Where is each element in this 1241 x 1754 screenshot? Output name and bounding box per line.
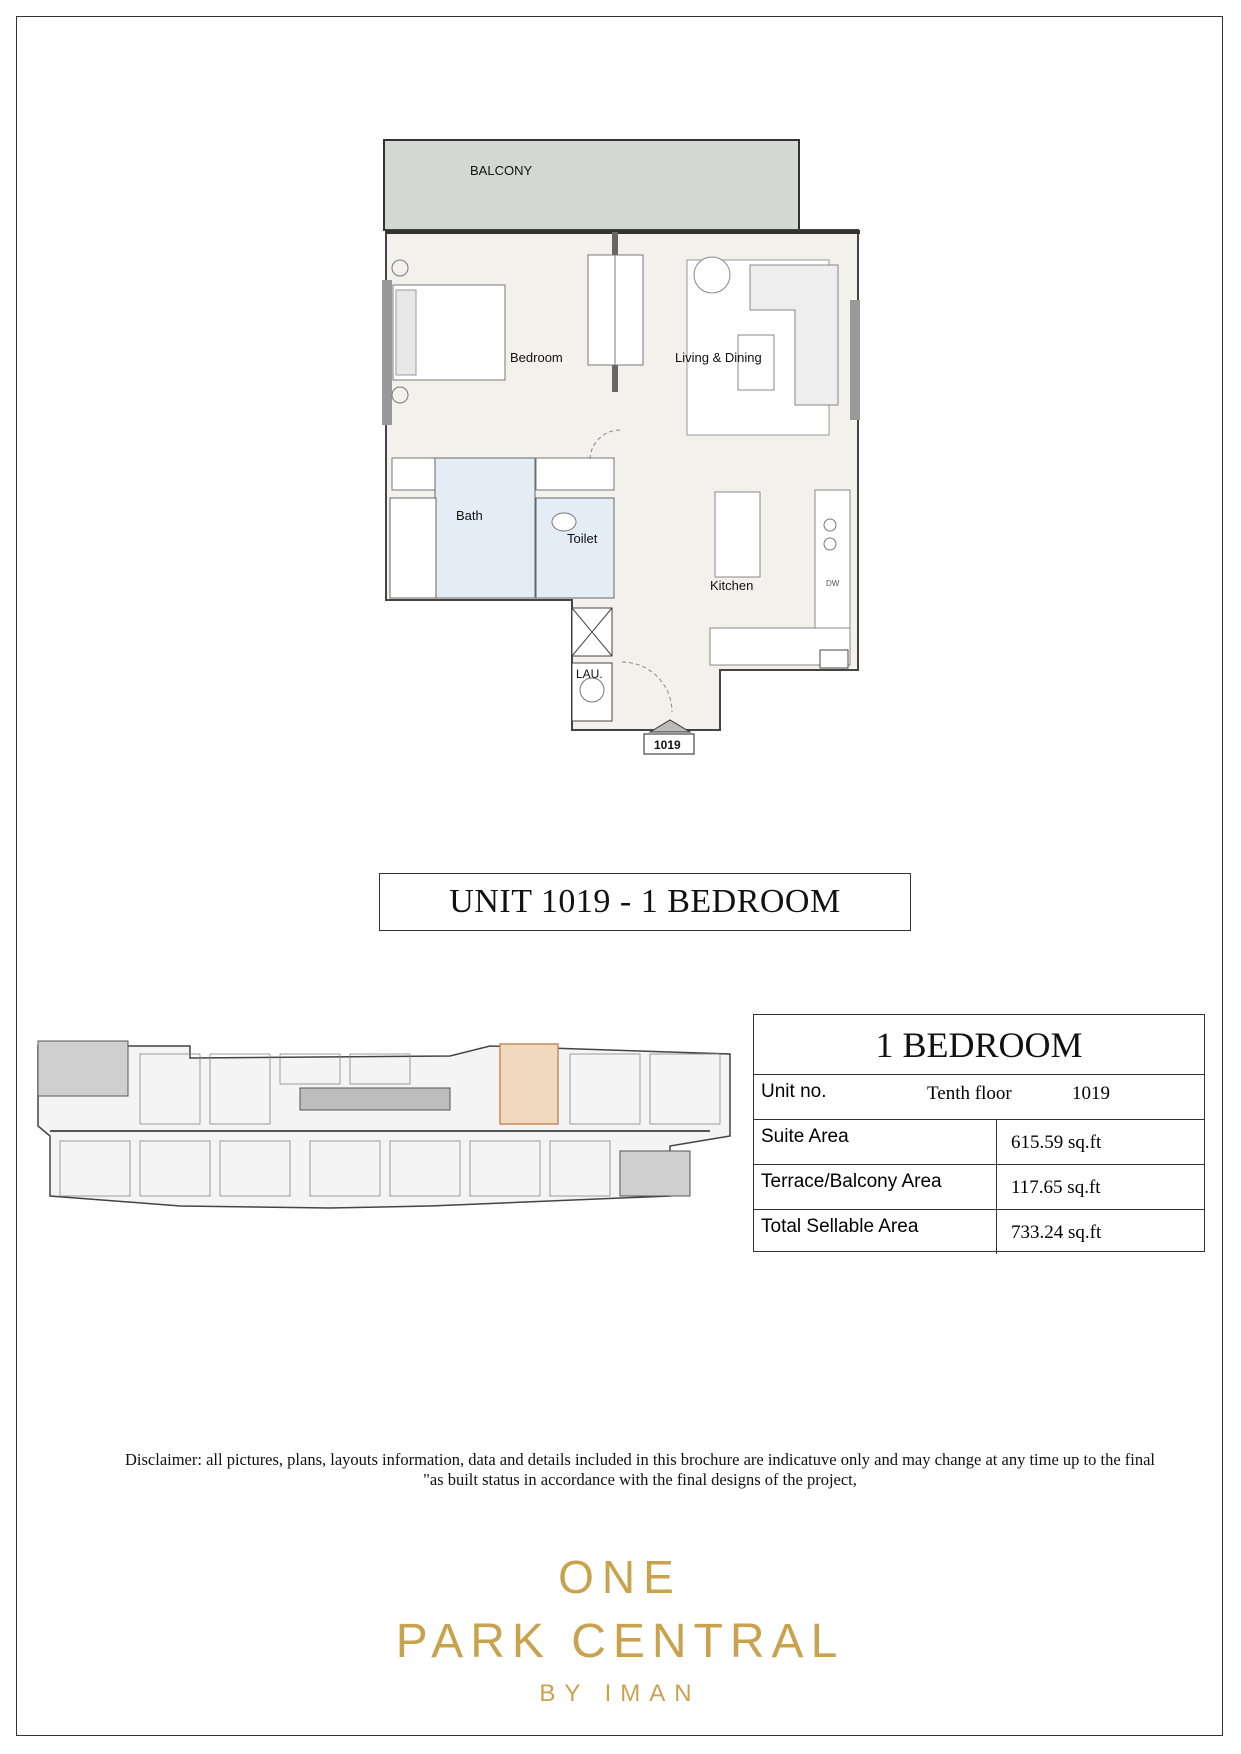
table-row xyxy=(754,1210,1204,1254)
key-plan xyxy=(30,1036,735,1216)
bath-label: Bath xyxy=(456,508,483,523)
balcony-area xyxy=(384,140,799,230)
suite-area-label: Suite Area xyxy=(754,1120,997,1164)
balcony-area-value: 117.65 sq.ft xyxy=(1011,1177,1101,1198)
toilet-room xyxy=(536,498,614,598)
logo-line-3: BY IMAN xyxy=(539,1680,701,1707)
balcony-area-label: Terrace/Balcony Area xyxy=(754,1165,997,1209)
unit-title: UNIT 1019 - 1 BEDROOM xyxy=(379,873,911,931)
unit-info-table xyxy=(753,1014,1205,1252)
floor-value: Tenth floor xyxy=(927,1083,1012,1104)
unit-number-row xyxy=(754,1075,1204,1120)
balcony-label: BALCONY xyxy=(470,163,533,178)
kitchen-label: Kitchen xyxy=(710,578,754,593)
kitchen-counter xyxy=(815,490,850,630)
laundry-label: LAU. xyxy=(576,667,603,681)
highlighted-unit xyxy=(500,1044,558,1124)
logo-line-2: PARK CENTRAL xyxy=(395,1615,845,1668)
unit-no-label: Unit no. xyxy=(761,1081,827,1102)
unit-number-value: 1019 xyxy=(1072,1083,1110,1104)
logo-line-1: ONE xyxy=(558,1551,682,1603)
bath-room xyxy=(435,458,535,598)
suite-area-value: 615.59 sq.ft xyxy=(1011,1132,1102,1153)
disclaimer xyxy=(60,1450,1220,1490)
unit-tag-label: 1019 xyxy=(654,738,681,752)
total-area-label: Total Sellable Area xyxy=(754,1210,997,1254)
total-area-value: 733.24 sq.ft xyxy=(1011,1222,1102,1243)
info-header: 1 BEDROOM xyxy=(754,1015,1204,1075)
toilet-label: Toilet xyxy=(567,531,598,546)
dw-label: DW xyxy=(826,579,840,588)
brand-logo xyxy=(360,1530,880,1710)
dining-table xyxy=(715,492,760,577)
disclaimer-line-1: Disclaimer: all pictures, plans, layouts information, data and details included in this brochure are indicatuve only and may change at any time up to the final xyxy=(124,1450,1156,1469)
bedroom-label: Bedroom xyxy=(510,350,563,365)
table-row xyxy=(754,1120,1204,1165)
living-label: Living & Dining xyxy=(675,350,762,365)
floor-plan xyxy=(360,130,880,770)
table-row xyxy=(754,1165,1204,1210)
disclaimer-line-2: "as built status in accordance with the final designs of the project, xyxy=(423,1470,857,1489)
